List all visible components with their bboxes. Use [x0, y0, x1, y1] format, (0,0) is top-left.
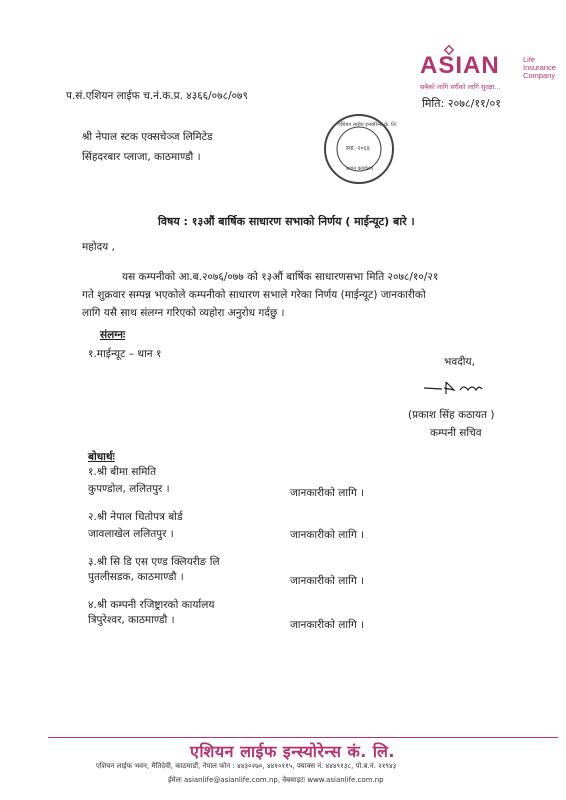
- signer-title: कम्पनी सचिव: [430, 427, 482, 439]
- body-line-2: गते शुक्रवार सम्पन्न भएकोले कम्पनीको साधारण सभाले गरेका निर्णय (माईन्यूट) जानकारीको: [82, 289, 426, 301]
- signer-name: (प्रकाश सिंह कठायत ): [408, 409, 495, 421]
- footer-contact: ईमेलः asianlife@asianlife.com.np, वेबसाइटः www.asianlife.com.np: [168, 776, 384, 784]
- cc-item-purpose: जानकारीको लागि ।: [290, 575, 365, 587]
- company-seal: [324, 114, 398, 184]
- salutation: महोदय ,: [82, 241, 115, 253]
- cc-item-line1: २.श्री नेपाल धितोपत्र बोर्ड: [88, 511, 183, 523]
- body-line-3: लागि यसै साथ संलग्न गरिएको व्यहोरा अनुरोध गर्दछु ।: [82, 307, 285, 319]
- cc-item-purpose: जानकारीको लागि ।: [290, 619, 365, 631]
- signature: [422, 378, 492, 398]
- seal-text-bottom: प्रधान कार्यालय: [346, 166, 374, 172]
- company-logo: ASIAN: [420, 52, 500, 79]
- enclosure-item: १.माईन्यूट – थान १: [88, 348, 162, 360]
- recipient-address: सिंहदरबार प्लाजा, काठमाण्डौ ।: [82, 151, 201, 163]
- cc-item-purpose: जानकारीको लागि ।: [290, 529, 365, 541]
- recipient-name: श्री नेपाल स्टक एक्सचेञ्ज लिमिटेड: [82, 131, 213, 143]
- cc-item-line1: ४.श्री कम्पनी रजिष्ट्रारको कार्यालय: [88, 599, 215, 611]
- seal-text-center: स्था. २०६४: [346, 145, 370, 152]
- body-line-1: यस कम्पनीको आ.ब.२०७६/०७७ को १३औं बार्षिक साधारणसभा मिति २०७८/१०/२१: [122, 271, 439, 283]
- footer-address: एशियन लाईफ भवन, मैतिदेवी, काठमाडौं, नेपाल फोन : ४४३०२७०, ४४१०११५, फ्याक्स नं. ४४४९१३८, पो.ब.नं. २१९४३: [96, 762, 397, 770]
- cc-label: बोधार्थः: [88, 451, 115, 463]
- reference-number: प.सं.एशियन लाईफ च.नं.क.प्र. ४३६६/०७८/०७९: [66, 90, 248, 102]
- cc-item-line2: पुतलीसडक, काठमाण्डौ ।: [88, 571, 184, 583]
- cc-item-line2: त्रिपुरेश्वर, काठमाण्डौ ।: [88, 614, 175, 626]
- cc-item-line1: १.श्री बीमा समिति: [88, 466, 157, 478]
- logo-tagline: सबैको लागि सधैंको लागि सुरक्षा...: [420, 83, 501, 91]
- logo-side-text: Life Insurance Company: [523, 55, 556, 80]
- letter-date: मिति: २०७८/११/०१: [422, 97, 501, 110]
- knot-icon: [444, 40, 454, 50]
- letter-subject: विषय : १३औं बार्षिक साधारण सभाको निर्णय ( माईन्यूट) बारे ।: [158, 215, 415, 228]
- cc-item-purpose: जानकारीको लागि ।: [290, 487, 365, 499]
- enclosure-label: संलग्नः: [100, 329, 126, 341]
- cc-item-line2: जावलाखेल ललितपुर ।: [88, 528, 174, 540]
- footer-company-name: एशियन लाईफ इन्स्योरेन्स कं. लि.: [190, 742, 395, 761]
- cc-item-line2: कुपण्डोल, ललितपुर ।: [88, 483, 170, 495]
- seal-text-top: एशियन लाईफ इन्स्योरेन्स कं. लि.: [338, 122, 398, 128]
- closing: भवदीय,: [444, 356, 475, 368]
- footer-divider: [48, 737, 558, 738]
- cc-item-line1: ३.श्री सि डि एस एण्ड क्लियरीङ लि: [88, 556, 220, 568]
